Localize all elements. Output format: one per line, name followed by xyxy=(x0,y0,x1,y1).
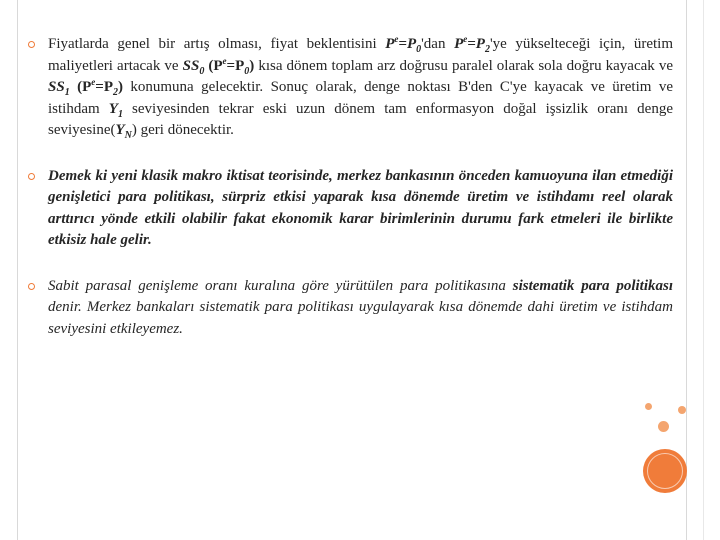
term-sistematik-para-politikasi: sistematik para politikası xyxy=(512,277,674,294)
bullet-circle-icon xyxy=(28,41,35,48)
text-span: Fiyatlarda genel bir artış olması, fiyat beklentisini xyxy=(48,36,386,52)
text-span: 'dan xyxy=(421,36,455,52)
decorative-dot xyxy=(658,421,669,432)
decorative-dot xyxy=(645,403,652,410)
math-pe-p0: $P^e=P_0$ xyxy=(385,34,422,55)
bullet-circle-icon xyxy=(28,173,35,180)
bullet-paragraph-1 xyxy=(28,34,673,142)
text-span: kısa dönem toplam arz doğrusu paralel olarak sola doğru kayacak ve xyxy=(254,57,673,74)
math-pe-eq-p2: $(P^e=P_2)$ xyxy=(69,77,123,98)
decorative-dot xyxy=(678,406,686,414)
bullet-paragraph-2 xyxy=(28,166,673,252)
right-border-line xyxy=(686,0,687,540)
left-border-line xyxy=(17,0,18,540)
text-span: seviyesinden tekrar eski uzun dönem tam enformasyon doğal işsizlik oranı denge seviyesine( xyxy=(48,100,673,138)
text-span: Demek ki yeni klasik makro iktisat teorisinde, merkez bankasının önceden kamuoyuna ilan etmediği genişletici para politikası, sürpriz etkisi yaparak kısa dönemde üretim ve istihdamı reel olarak arttırıcı yönde etkili olabilir fakat ekonomik karar birimlerinin durumu fark etmeleri ile birlikte etkisiz hale gelir. xyxy=(48,167,673,248)
math-y1: $Y_1$ xyxy=(108,100,123,120)
slide-content xyxy=(28,34,673,364)
text-span: 'ye yükselteceği için, üretim maliyetleri artacak ve xyxy=(48,36,673,74)
orange-circle-ring xyxy=(647,453,683,489)
math-pe-eq-p0: $(P^e=P_0)$ xyxy=(204,55,255,77)
math-yn: $Y_N$ xyxy=(115,122,132,141)
math-ss0: $SS_0$ xyxy=(182,57,205,77)
text-span: konumuna gelecektir. Sonuç olarak, denge noktası B'den C'ye kayacak ve üretim ve istihdam xyxy=(48,79,673,117)
bullet-paragraph-3 xyxy=(28,276,673,341)
text-span: denir. Merkez bankaları sistematik para politikası uygulayarak kısa dönemde dahi üretim ve istihdam seviyesini etkileyemez. xyxy=(48,299,673,337)
text-span: Sabit parasal genişleme oranı kuralına göre yürütülen para politikasına xyxy=(48,277,513,294)
text-span: ) geri dönecektir. xyxy=(131,122,234,138)
math-pe-p2: $P^e=P_2$ xyxy=(454,34,490,55)
math-ss1: $SS_1$ xyxy=(48,79,70,98)
right-outer-border-line xyxy=(703,0,704,540)
bullet-circle-icon xyxy=(28,283,35,290)
